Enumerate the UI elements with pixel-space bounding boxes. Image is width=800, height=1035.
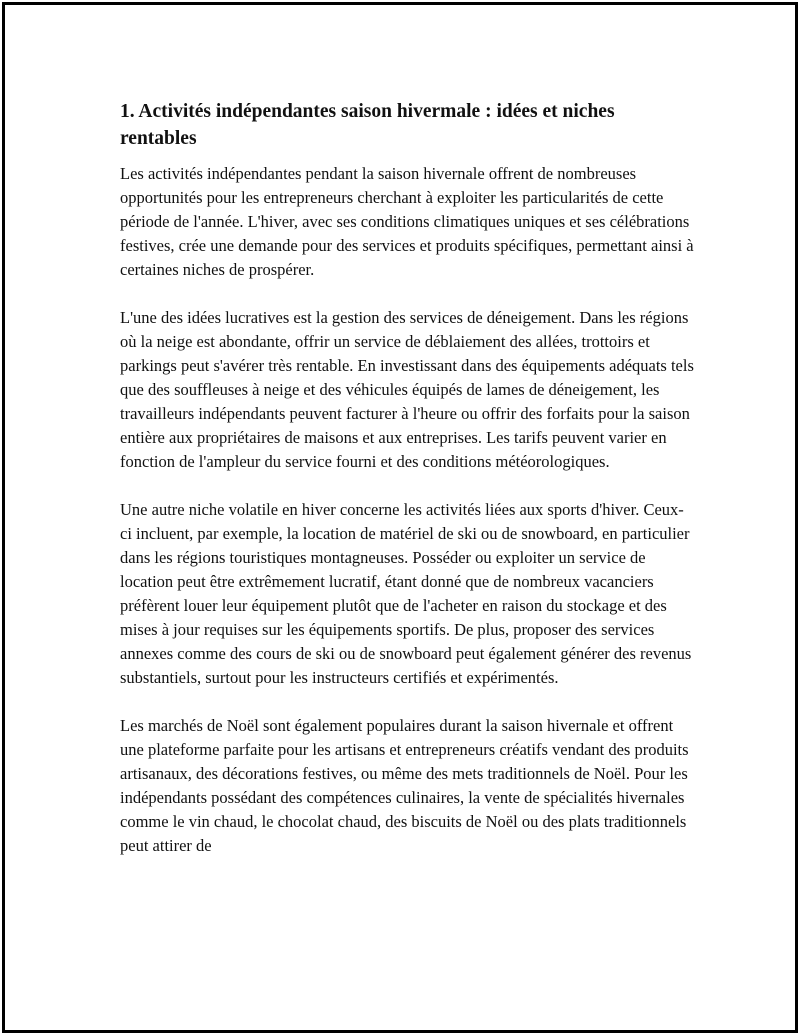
document-page [2,2,798,1033]
paragraph-3: Une autre niche volatile en hiver concerne les activités liées aux sports d'hiver. Ceux-ci incluent, par exemple, la location de matériel de ski ou de snowboard, en particulier dans les régions touristiques montagneuses. Posséder ou exploiter un service de location peut être extrêmement lucratif, étant donné que de nombreux vacanciers préfèrent louer leur équipement plutôt que de l'acheter en raison du stockage et des mises à jour requises sur les équipements sportifs. De plus, proposer des services annexes comme des cours de ski ou de snowboard peut également générer des revenus substantiels, surtout pour les instructeurs certifiés et expérimentés. [120,500,692,687]
paragraph-2: L'une des idées lucratives est la gestion des services de déneigement. Dans les régions où la neige est abondante, offrir un service de déblaiement des allées, trottoirs et parkings peut s'avérer très rentable. En investissant dans des équipements adéquats tels que des souffleuses à neige et des véhicules équipés de lames de déneigement, les travailleurs indépendants peuvent facturer à l'heure ou offrir des forfaits pour la saison entière aux propriétaires de maisons et aux entreprises. Les tarifs peuvent varier en fonction de l'ampleur du service fourni et des conditions météorologiques. [120,308,694,471]
paragraph-1: Les activités indépendantes pendant la saison hivernale offrent de nombreuses opportunités pour les entrepreneurs cherchant à exploiter les particularités de cette période de l'année. L'hiver, avec ses conditions climatiques uniques et ses célébrations festives, crée une demande pour des services et produits spécifiques, permettant ainsi à certaines niches de prospérer. [120,164,694,279]
section-heading: 1. Activités indépendantes saison hivermale : idées et niches rentables [120,101,615,149]
paragraph-4: Les marchés de Noël sont également populaires durant la saison hivernale et offrent une plateforme parfaite pour les artisans et entrepreneurs créatifs vendant des produits artisanaux, des décorations festives, ou même des mets traditionnels de Noël. Pour les indépendants possédant des compétences culinaires, la vente de spécialités hivernales comme le vin chaud, le chocolat chaud, des biscuits de Noël ou des plats traditionnels peut attirer de [120,716,689,855]
document-body [120,98,695,882]
